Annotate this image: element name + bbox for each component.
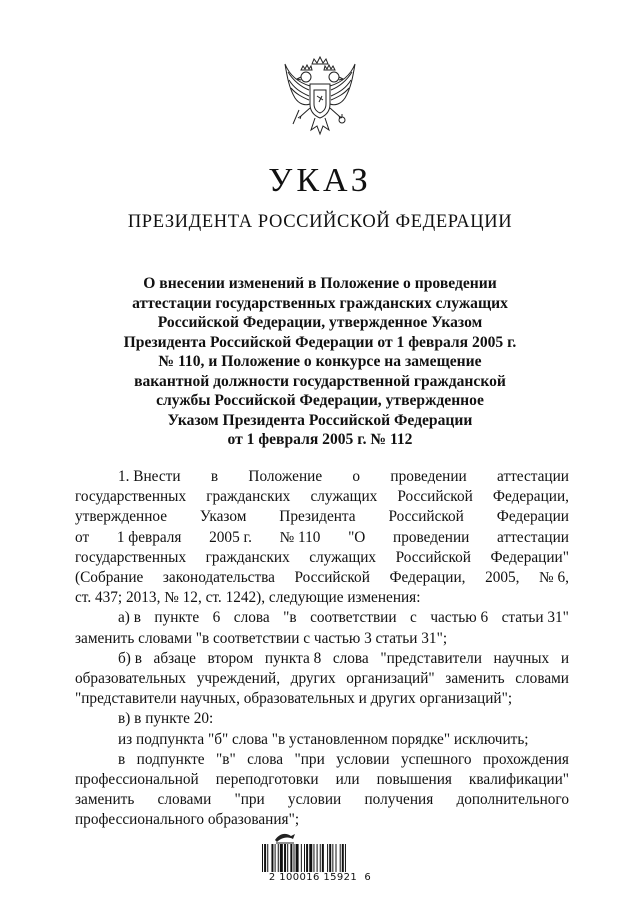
heading-line: № 110, и Положение о конкурсе на замещение: [158, 353, 482, 370]
body-line: из подпункта "б" слова "в установленном порядке" исключить;: [118, 730, 529, 748]
body-word: Российской: [397, 488, 473, 506]
barcode-bar: [280, 844, 283, 872]
document-subtitle: ПРЕЗИДЕНТА РОССИЙСКОЙ ФЕДЕРАЦИИ: [127, 212, 513, 232]
body-word: слова: [332, 649, 369, 667]
barcode-bar: [296, 844, 299, 872]
body-word: в: [118, 750, 126, 768]
body-word: условии: [336, 750, 390, 768]
body-word: 1. Внести: [118, 468, 181, 485]
body-word: частью 6: [430, 609, 489, 627]
body-word: государственных: [75, 548, 187, 566]
body-word: словами: [157, 791, 212, 809]
body-word: подпункте: [136, 750, 205, 768]
heading-line: службы Российской Федерации, утвержденное: [156, 392, 484, 409]
body-line: [75, 568, 569, 588]
body-line: [75, 750, 569, 770]
body-word: Российской: [395, 548, 471, 566]
body-word: получения: [364, 791, 434, 809]
barcode-bar: [267, 844, 268, 872]
body-word: Федерации,: [492, 488, 569, 506]
body-word: прохождения: [482, 750, 569, 768]
body-word: Федерации": [490, 548, 569, 566]
heading-line: вакантной должности государственной гражданской: [134, 372, 506, 390]
body-word: "при: [234, 791, 265, 809]
body-line: в) в пункте 20:: [118, 710, 214, 728]
body-word: образовательных: [75, 670, 187, 688]
body-word: а) в: [118, 609, 141, 627]
barcode-bar: [262, 844, 263, 872]
body-word: от: [75, 528, 90, 546]
barcode: [262, 844, 380, 872]
body-word: "при: [294, 750, 325, 768]
barcode-bar: [294, 844, 295, 872]
body-word: успешного: [400, 750, 472, 768]
body-line: [75, 548, 569, 568]
body-word: профессиональной: [75, 771, 199, 789]
barcode-bar: [278, 844, 279, 872]
barcode-bar: [304, 844, 305, 872]
heading-line: аттестации государственных гражданских служащих: [132, 294, 508, 312]
body-word: заменить: [445, 670, 505, 688]
body-line: [75, 608, 569, 628]
body-line: [75, 467, 569, 487]
barcode-bar: [301, 844, 302, 872]
body-word: абзаце: [153, 649, 196, 667]
body-word: слова: [233, 609, 270, 627]
barcode-bar: [275, 844, 276, 872]
body-word: законодательства: [162, 569, 275, 587]
body-word: аттестации: [497, 528, 569, 546]
body-word: "в: [283, 609, 297, 627]
body-line: [75, 669, 569, 689]
body-word: переподготовки: [215, 771, 319, 789]
body-word: служащих: [309, 548, 377, 566]
barcode-bar: [336, 844, 337, 872]
body-word: № 110: [279, 528, 321, 546]
body-word: б) в: [118, 649, 142, 667]
body-word: учреждений,: [196, 670, 281, 688]
body-line: профессионального образования";: [75, 811, 300, 829]
body-word: других: [290, 670, 336, 688]
heading-line: О внесении изменений в Положение о проведении: [143, 275, 497, 292]
body-word: слова: [247, 750, 284, 768]
body-word: научных: [493, 649, 550, 667]
body-word: Президента: [279, 508, 356, 526]
body-word: Указом: [199, 508, 247, 526]
body-word: проведении: [393, 528, 470, 546]
decree-heading: [100, 274, 540, 450]
body-word: Положение: [248, 468, 323, 485]
body-word: № 6,: [539, 569, 569, 587]
body-word: организаций": [346, 670, 435, 688]
body-word: о: [352, 468, 361, 485]
body-word: заменить: [75, 791, 135, 809]
heading-line: Президента Российской Федерации от 1 февраля 2005 г.: [123, 333, 517, 351]
barcode-bar: [284, 844, 286, 872]
body-word: условии: [287, 791, 342, 809]
publisher-mark-icon: [273, 830, 297, 844]
body-word: Российской: [388, 508, 464, 526]
barcode-bar: [340, 844, 341, 872]
body-word: втором: [207, 649, 254, 667]
barcode-bar: [313, 844, 314, 872]
body-line: [75, 528, 569, 548]
body-word: 2005 г.: [209, 528, 252, 546]
barcode-bar: [317, 844, 318, 872]
barcode-bar: [309, 844, 312, 872]
heading-line: от 1 февраля 2005 г. № 112: [227, 431, 413, 448]
body-word: статьи 31": [501, 609, 569, 627]
heading-line: Российской Федерации, утвержденное Указом: [157, 314, 483, 331]
document-title: УКАЗ: [268, 162, 372, 199]
body-line: [75, 770, 569, 790]
body-word: дополнительного: [456, 791, 569, 809]
body-line: ст. 437; 2013, № 12, ст. 1242), следующие изменения:: [75, 589, 421, 607]
body-word: Федерации,: [389, 569, 466, 587]
body-word: в: [210, 468, 219, 485]
barcode-bar: [332, 844, 333, 872]
body-word: проведении: [390, 468, 467, 485]
body-word: 6: [212, 609, 221, 627]
body-word: аттестации: [497, 468, 569, 485]
body-word: гражданских: [206, 488, 291, 506]
body-word: "представители: [380, 649, 482, 667]
barcode-bar: [264, 844, 266, 872]
decree-body: [75, 467, 569, 831]
body-word: пункта 8: [264, 649, 322, 667]
barcode-bar: [271, 844, 273, 872]
body-line: [75, 507, 569, 527]
body-word: и: [560, 649, 569, 667]
body-word: словами: [515, 670, 569, 688]
body-line: [75, 487, 569, 507]
body-word: "в": [216, 750, 236, 768]
barcode-bar: [329, 844, 331, 872]
body-word: или: [335, 771, 360, 789]
body-word: "О: [348, 528, 366, 546]
body-word: 2005,: [485, 569, 520, 587]
body-line: заменить словами "в соответствии с частью 3 статьи 31";: [75, 629, 448, 647]
body-word: утвержденное: [75, 508, 168, 526]
body-line: "представители научных, образовательных и других организаций";: [75, 690, 513, 708]
body-word: соответствии: [310, 609, 397, 627]
body-word: Федерации: [496, 508, 569, 526]
barcode-bar: [290, 844, 292, 872]
body-word: пункте: [154, 609, 200, 627]
body-word: служащих: [310, 488, 378, 506]
body-word: государственных: [75, 488, 187, 506]
barcode-bar: [306, 844, 308, 872]
barcode-bar: [345, 844, 346, 872]
body-word: гражданских: [205, 548, 290, 566]
coat-of-arms-emblem: [279, 50, 361, 142]
body-word: (Собрание: [75, 569, 144, 587]
barcode-number: 2 100016 15921 6: [268, 872, 372, 883]
barcode-bar: [287, 844, 288, 872]
body-line: [75, 790, 569, 810]
barcode-bar: [322, 844, 324, 872]
body-word: повышения: [376, 771, 452, 789]
body-word: с: [410, 609, 417, 627]
heading-line: Указом Президента Российской Федерации: [167, 411, 473, 429]
body-word: 1 февраля: [116, 528, 182, 546]
body-word: квалификации": [468, 771, 569, 789]
barcode-bar: [327, 844, 328, 872]
body-line: [75, 649, 569, 669]
barcode-bar: [320, 844, 321, 872]
barcode-bar: [342, 844, 344, 872]
body-word: Российской: [294, 569, 370, 587]
